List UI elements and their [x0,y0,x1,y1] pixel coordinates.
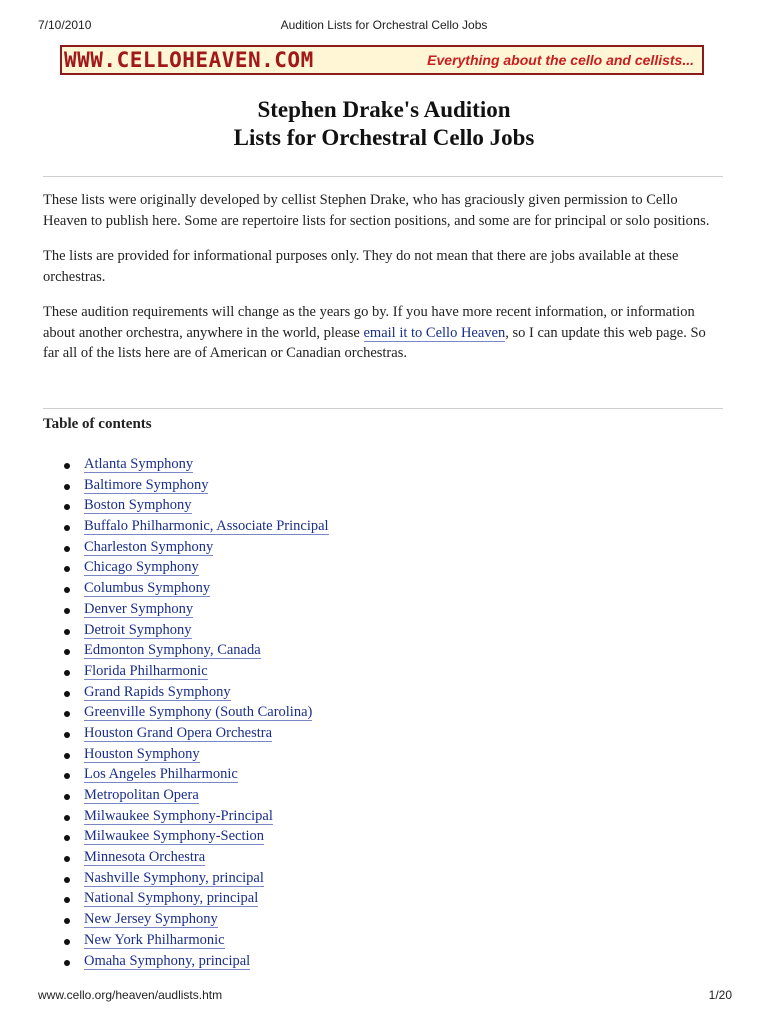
bullet-icon [64,587,70,593]
divider-toc [43,408,723,409]
toc-item [56,682,329,703]
toc-item [56,951,329,972]
bullet-icon [64,773,70,779]
toc-item [56,537,329,558]
bullet-icon [64,897,70,903]
print-footer [0,988,768,1004]
bullet-icon [64,918,70,924]
toc-link[interactable]: Houston Symphony [84,745,200,762]
bullet-icon [64,732,70,738]
toc-item [56,557,329,578]
toc-link[interactable]: Metropolitan Opera [84,787,199,803]
toc-item [56,868,329,889]
toc-item [56,909,329,930]
toc-link[interactable]: New York Philharmonic [84,931,225,948]
bullet-icon [64,649,70,655]
bullet-icon [64,753,70,759]
toc-list [56,454,329,971]
toc-item [56,888,329,909]
toc-link[interactable]: New Jersey Symphony [84,911,218,928]
toc-link[interactable]: Buffalo Philharmonic, Associate Principal [84,518,329,535]
toc-item [56,661,329,682]
toc-item [56,475,329,496]
toc-link[interactable]: Edmonton Symphony, Canada [84,642,261,659]
intro-paragraph: The lists are provided for informational purposes only. They do not mean that there are jobs available at these orchestras. [43,248,679,285]
toc-link[interactable]: Atlanta Symphony [84,456,194,472]
toc-item [56,599,329,620]
site-logo[interactable]: WWW.CELLOHEAVEN.COM [64,48,314,72]
site-tagline: Everything about the cello and cellists... [427,52,694,68]
intro-paragraph [43,302,723,364]
divider-top [43,176,723,177]
toc-item [56,930,329,951]
toc-link[interactable]: Greenville Symphony (South Carolina) [84,704,313,721]
toc-item [56,826,329,847]
intro-paragraph-text: These audition requirements will change as the years go by. If you have more recent information, or information about another orchestra, anywhere in the world, please [43,304,695,341]
toc-link[interactable]: Milwaukee Symphony-Section [84,828,265,845]
toc-heading: Table of contents [43,416,152,432]
bullet-icon [64,504,70,510]
toc-link[interactable]: Houston Grand Opera Orchestra [84,724,273,741]
intro-paragraph: These lists were originally developed by cellist Stephen Drake, who has graciously given permission to Cello Heaven to publish here. Some are repertoire lists for section positions, and some are for principal or solo positions. [43,192,710,229]
page-title [0,96,768,152]
bullet-icon [64,856,70,862]
toc-link[interactable]: Omaha Symphony, principal [84,952,251,969]
bullet-icon [64,794,70,800]
toc-link[interactable]: Grand Rapids Symphony [84,683,231,700]
toc-item [56,764,329,785]
toc-link[interactable]: Columbus Symphony [84,580,211,597]
toc-link[interactable]: Minnesota Orchestra [84,849,206,866]
toc-link[interactable]: Chicago Symphony [84,559,199,576]
bullet-icon [64,939,70,945]
toc-link[interactable]: National Symphony, principal [84,890,259,907]
toc-item [56,847,329,868]
toc-link[interactable]: Los Angeles Philharmonic [84,766,238,783]
bullet-icon [64,960,70,966]
bullet-icon [64,546,70,552]
bullet-icon [64,629,70,635]
bullet-icon [64,815,70,821]
bullet-icon [64,566,70,572]
email-link[interactable]: email it to Cello Heaven [363,324,506,341]
intro-paragraph-text: , so I can update this web page. So far all of the lists here are of American or Canadian orchestras. [43,324,706,361]
print-date: 7/10/2010 [38,18,92,32]
toc-item [56,744,329,765]
bullet-icon [64,691,70,697]
print-header [0,18,768,34]
page-title-line-2: Lists for Orchestral Cello Jobs [233,125,535,150]
toc-item [56,454,329,475]
toc-item [56,495,329,516]
toc-link[interactable]: Denver Symphony [84,600,194,617]
toc-link[interactable]: Detroit Symphony [84,621,192,638]
bullet-icon [64,608,70,614]
site-banner[interactable] [60,45,704,75]
toc-item [56,640,329,661]
page-title-line-1: Stephen Drake's Audition [257,97,511,122]
bullet-icon [64,525,70,531]
intro-text [43,190,723,379]
toc-item [56,806,329,827]
toc-item [56,516,329,537]
toc-link[interactable]: Boston Symphony [84,497,192,514]
toc-link[interactable]: Charleston Symphony [84,538,214,555]
toc-link[interactable]: Baltimore Symphony [84,476,209,493]
toc-item [56,620,329,641]
print-page-number: 1/20 [708,988,732,1002]
toc-item [56,578,329,599]
bullet-icon [64,670,70,676]
print-url: www.cello.org/heaven/audlists.htm [38,988,223,1002]
bullet-icon [64,835,70,841]
bullet-icon [64,877,70,883]
bullet-icon [64,463,70,469]
toc-item [56,723,329,744]
toc-item [56,785,329,806]
toc-link[interactable]: Florida Philharmonic [84,662,208,679]
bullet-icon [64,711,70,717]
toc-link[interactable]: Nashville Symphony, principal [84,869,264,886]
toc-item [56,702,329,723]
print-doc-title: Audition Lists for Orchestral Cello Jobs [280,18,488,32]
toc-link[interactable]: Milwaukee Symphony-Principal [84,807,273,824]
bullet-icon [64,484,70,490]
